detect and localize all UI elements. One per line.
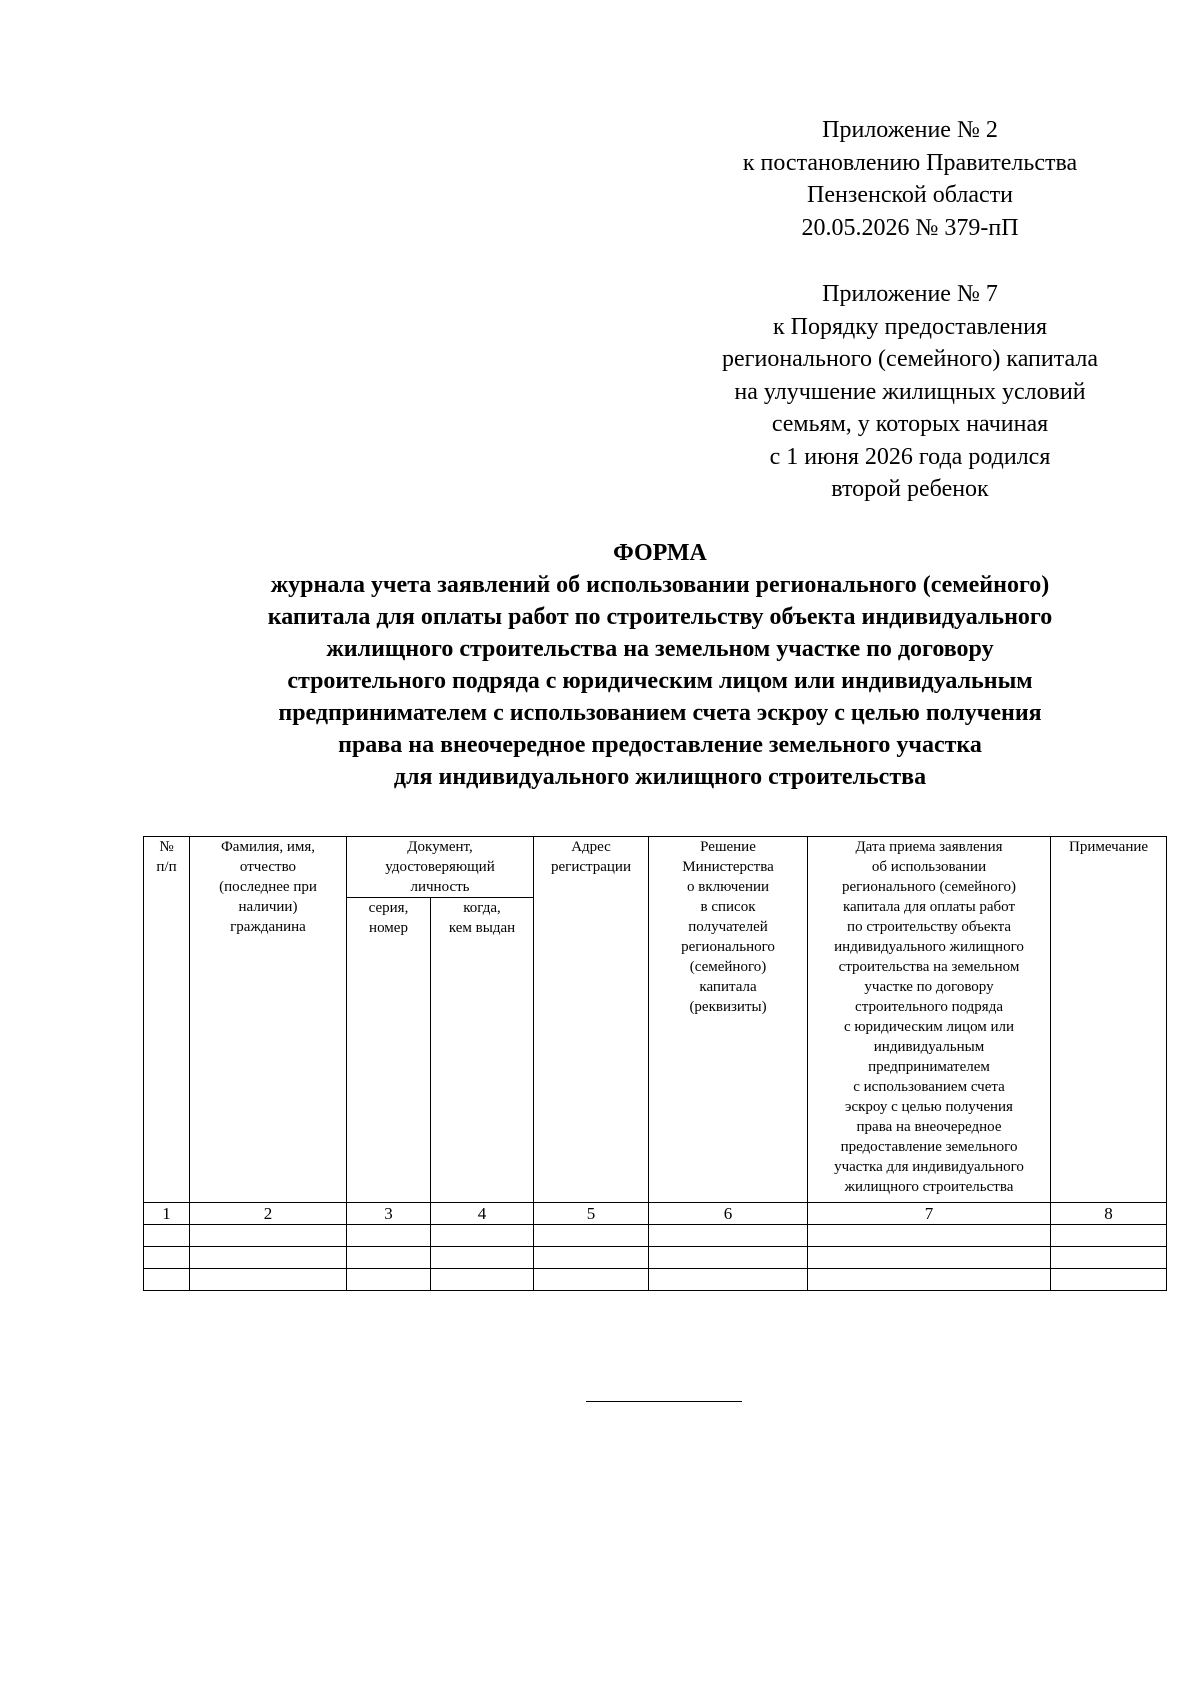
annex-line: к Порядку предоставления (772, 313, 1047, 340)
empty-row (144, 1269, 1167, 1291)
empty-cell (534, 1225, 649, 1247)
header-num: № п/п (144, 837, 190, 1203)
empty-cell (649, 1269, 808, 1291)
title-line: строительного подряда с юридическим лицом или индивидуальным (287, 668, 1033, 694)
empty-cell (649, 1247, 808, 1269)
column-number: 4 (431, 1203, 534, 1225)
header-document: Документ, удостоверяющий личность (347, 837, 534, 898)
empty-cell (347, 1269, 431, 1291)
header-application-date: Дата приема заявления об использовании регионального (семейного) капитала для оплаты работ по строительству объекта индивидуального жилищного строительства на земельном участке по договору строительного подряда с юридическим лицом или индивидуальным предпринимателем с использованием счета эскроу с целью получения права на внеочередное предоставление земельного участка для индивидуального жилищного строительства (808, 837, 1051, 1203)
form-heading: ФОРМА (613, 540, 707, 566)
annex-line: с 1 июня 2026 года родился (769, 443, 1051, 470)
header-decision: Решение Министерства о включении в список получателей регионального (семейного) капитала (реквизиты) (649, 837, 808, 1203)
title-line: журнала учета заявлений об использовании регионального (семейного) (270, 572, 1050, 598)
annex-line: 20.05.2026 № 379-пП (801, 214, 1019, 241)
empty-cell (808, 1225, 1051, 1247)
journal-table (143, 836, 1167, 1291)
empty-cell (144, 1269, 190, 1291)
empty-cell (1051, 1247, 1167, 1269)
annex-line: Приложение № 7 (822, 281, 998, 307)
empty-cell (431, 1269, 534, 1291)
annex-line: на улучшение жилищных условий (734, 378, 1086, 405)
title-line: права на внеочередное предоставление земельного участка (338, 732, 982, 758)
empty-cell (534, 1247, 649, 1269)
empty-cell (431, 1225, 534, 1247)
header-address: Адрес регистрации (534, 837, 649, 1203)
empty-cell (1051, 1225, 1167, 1247)
procedure-annex-block (660, 278, 1160, 506)
column-number: 8 (1051, 1203, 1167, 1225)
annex-line: Приложение № 2 (822, 117, 998, 143)
header-fio: Фамилия, имя, отчество (последнее при наличии) гражданина (190, 837, 347, 1203)
column-number-row (144, 1203, 1167, 1225)
column-number: 7 (808, 1203, 1051, 1225)
title-line: капитала для оплаты работ по строительству объекта индивидуального (267, 604, 1053, 630)
annex-line: второй ребенок (831, 476, 989, 502)
title-line: предпринимателем с использованием счета эскроу с целью получения (278, 700, 1042, 726)
empty-cell (190, 1225, 347, 1247)
empty-cell (190, 1269, 347, 1291)
column-number: 6 (649, 1203, 808, 1225)
column-number: 2 (190, 1203, 347, 1225)
annex-line: Пензенской области (807, 182, 1013, 208)
column-number: 5 (534, 1203, 649, 1225)
empty-cell (534, 1269, 649, 1291)
empty-cell (144, 1225, 190, 1247)
annex-line: регионального (семейного) капитала (721, 346, 1098, 372)
empty-cell (808, 1269, 1051, 1291)
annex-reference-block (660, 114, 1160, 244)
end-of-document-line (586, 1401, 742, 1402)
title-line: для индивидуального жилищного строительства (393, 764, 927, 790)
annex-line: к постановлению Правительства (742, 149, 1078, 176)
column-number: 1 (144, 1203, 190, 1225)
empty-row (144, 1225, 1167, 1247)
header-doc-issued: когда, кем выдан (431, 898, 534, 1203)
empty-cell (808, 1247, 1051, 1269)
column-number: 3 (347, 1203, 431, 1225)
annex-line: семьям, у которых начиная (771, 411, 1049, 437)
empty-cell (190, 1247, 347, 1269)
empty-cell (347, 1225, 431, 1247)
empty-cell (1051, 1269, 1167, 1291)
empty-cell (649, 1225, 808, 1247)
form-title (100, 537, 1200, 793)
empty-cell (347, 1247, 431, 1269)
empty-row (144, 1247, 1167, 1269)
header-doc-series: серия, номер (347, 898, 431, 1203)
title-line: жилищного строительства на земельном участке по договору (326, 636, 994, 662)
header-row (144, 837, 1167, 898)
header-note: Примечание (1051, 837, 1167, 1203)
empty-cell (144, 1247, 190, 1269)
empty-cell (431, 1247, 534, 1269)
